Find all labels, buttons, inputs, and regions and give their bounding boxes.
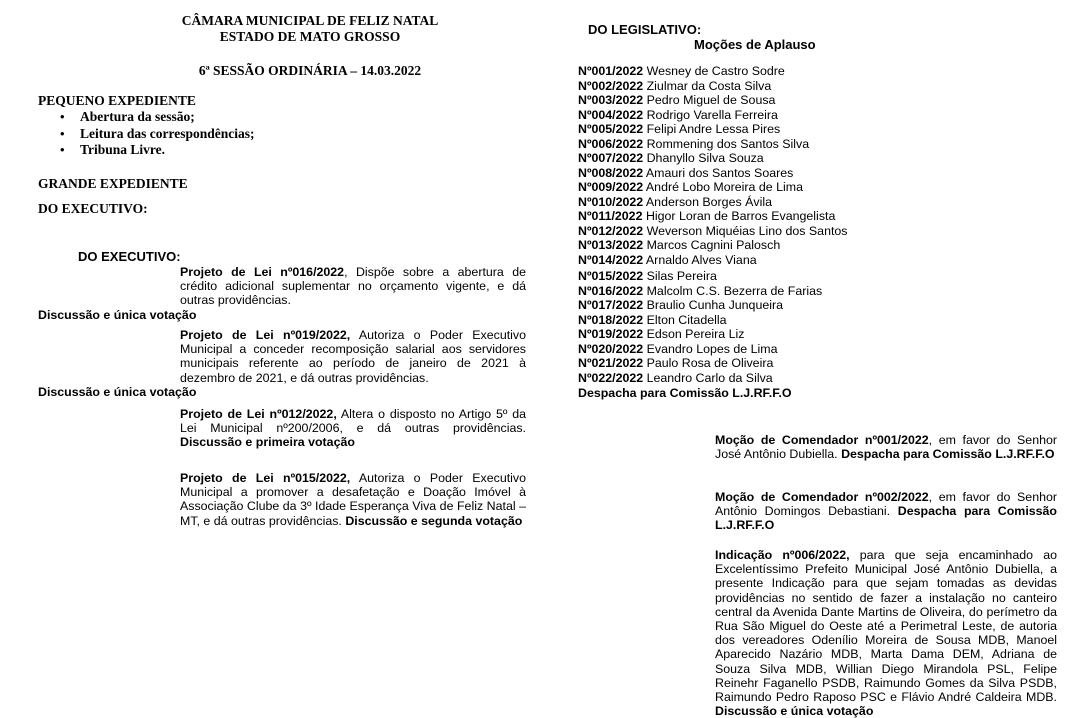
mocao-name: Wesney de Castro Sodre [646, 64, 785, 78]
mocao-item [578, 224, 848, 239]
mocao-item [578, 284, 848, 299]
grande-expediente-title: GRANDE EXPEDIENTE [38, 176, 188, 191]
mocao-number: Nº001/2022 [578, 64, 644, 78]
mocao-name: Evandro Lopes de Lima [646, 341, 778, 356]
mocao-item [578, 79, 848, 94]
mocao-number: Nº012/2022 [578, 223, 644, 238]
do-executivo-heading: DO EXECUTIVO: [38, 201, 148, 216]
projeto-voting: Discussão e segunda votação [345, 513, 523, 528]
mocao-number: Nº002/2022 [578, 78, 644, 93]
mocao-name: Ziulmar da Costa Silva [646, 78, 772, 93]
mocao-text: , em favor do Senhor Antônio Domingos Debastiani. [715, 490, 1057, 519]
projeto-lei-019 [38, 328, 526, 399]
mocao-text: , em favor do Senhor José Antônio Dubiella. [715, 433, 1057, 462]
list-item: • Abertura da sessão; [80, 109, 255, 126]
projeto-number: Projeto de Lei nº015/2022, [180, 471, 351, 485]
mocao-title: Moção de Comendador nº002/2022 [715, 490, 929, 504]
mocao-item [578, 166, 848, 181]
mocao-name: Paulo Rosa de Oliveira [646, 356, 774, 370]
mocao-number: Nº017/2022 [578, 298, 644, 312]
mocao-item [578, 371, 848, 386]
mocao-number: Nº010/2022 [578, 194, 644, 209]
mocao-name: Dhanyllo Silva Souza [646, 151, 764, 165]
header-chamber: CÂMARA MUNICIPAL DE FELIZ NATAL [181, 13, 439, 28]
projeto-number: Projeto de Lei nº012/2022, [180, 407, 337, 421]
mocao-item [578, 253, 848, 268]
mocao-item [578, 209, 848, 224]
despacha-comissao: Despacha para Comissão L.J.RF.F.O [578, 386, 792, 400]
mocao-number: Nº005/2022 [578, 122, 644, 136]
projeto-text: Altera o disposto no Artigo 5º da Lei Municipal nº200/2006, e dá outras providências. [180, 407, 526, 436]
mocao-comendador-002 [570, 490, 1057, 533]
mocao-name: Marcos Cagnini Palosch [646, 238, 781, 252]
mocoes-aplauso-title: Moções de Aplauso [694, 37, 816, 52]
projeto-text: Autoriza o Poder Executivo Municipal a promover a desafetação e Doação Imóvel à Associação Clube da 3º Idade Esperança Viva de Feliz Natal – MT, e dá outras providências. [180, 471, 527, 528]
mocao-name: Felipi Andre Lessa Pires [646, 122, 781, 136]
mocao-item [578, 327, 848, 342]
mocao-number: Nº013/2022 [578, 238, 644, 252]
mocao-name: Pedro Miguel de Sousa [646, 93, 776, 107]
document-header [100, 13, 520, 45]
mocao-name: Higor Loran de Barros Evangelista [645, 209, 836, 223]
mocao-number: Nº021/2022 [578, 356, 644, 370]
mocao-number: Nº007/2022 [578, 151, 644, 165]
projeto-lei-016 [38, 265, 526, 322]
mocao-number: Nº008/2022 [578, 165, 644, 180]
list-item: • Leitura das correspondências; [80, 126, 255, 143]
mocoes-list [578, 64, 848, 385]
projeto-lei-012 [38, 407, 526, 450]
mocao-number: Nº011/2022 [578, 209, 643, 223]
mocao-name: Malcolm C.S. Bezerra de Farias [646, 283, 823, 298]
projeto-number: Projeto de Lei nº019/2022, [180, 328, 351, 342]
mocao-number: Nº018/2022 [578, 312, 644, 327]
mocao-despacha: Despacha para Comissão L.J.RF.F.O [715, 504, 1058, 533]
projeto-text: Autoriza o Poder Executivo Municipal a conceder recomposição salarial aos servidores municipais referente ao período de janeiro de 2021 à dezembro de 2021, e dá outras providências. [180, 328, 527, 385]
mocao-item [578, 195, 848, 210]
indicacao-006 [570, 548, 1057, 718]
projeto-number: Projeto de Lei nº016/2022 [180, 265, 345, 279]
mocao-item [578, 342, 848, 357]
pequeno-expediente-title: PEQUENO EXPEDIENTE [38, 93, 196, 108]
mocao-name: Elton Citadella [646, 312, 727, 327]
projeto-lei-015 [38, 471, 526, 528]
mocao-name: Rodrigo Varella Ferreira [646, 107, 778, 122]
mocao-item [578, 137, 848, 152]
legislativo-title: DO LEGISLATIVO: [588, 22, 702, 37]
executivo-title: DO EXECUTIVO: [78, 249, 181, 264]
mocao-number: Nº006/2022 [578, 136, 644, 151]
projeto-text: , Dispõe sobre a abertura de crédito adicional suplementar no orçamento vigente, e dá outras providências. [180, 265, 526, 308]
mocao-item [578, 108, 848, 123]
mocao-name: Rommening dos Santos Silva [646, 136, 810, 151]
mocao-name: Weverson Miquéias Lino dos Santos [646, 223, 848, 238]
mocao-number: Nº003/2022 [578, 93, 644, 107]
mocao-comendador-001 [570, 433, 1057, 461]
indicacao-text: para que seja encaminhado ao Excelentíssimo Prefeito Municipal José Antônio Dubiella, a presente Indicação para que sejam tomadas as devidas providências no sentido de fazer a instalação no canteiro central da Avenida Dante Martins de Oliveira, do perímetro da Rua São Miguel do Oeste até a Perimetral Leste, de autoria dos vereadores Odenílio Moreira de Sousa MDB, Manoel Aparecido Nazário MDB, Marta Dama DEM, Adriana de Souza Silva MDB, Willian Diego Mirandola PSL, Felipe Reinehr Faganello PSDB, Raimundo Gomes da Silva PSDB, Raimundo Pedro Raposo PSC e Flávio André Caldeira MDB. [715, 548, 1057, 705]
mocao-item [578, 269, 848, 284]
mocao-name: Silas Pereira [646, 269, 717, 283]
mocao-despacha: Despacha para Comissão L.J.RF.F.O [841, 447, 1055, 462]
mocao-number: Nº020/2022 [578, 341, 644, 356]
pequeno-expediente-list [38, 109, 255, 159]
mocao-item [578, 64, 848, 79]
mocao-name: Arnaldo Alves Viana [645, 252, 757, 267]
mocao-number: Nº015/2022 [578, 269, 644, 283]
mocao-item [578, 298, 848, 313]
mocao-item [578, 238, 848, 253]
session-title: 6ª SESSÃO ORDINÁRIA – 14.03.2022 [198, 63, 422, 78]
list-item: • Tribuna Livre. [80, 142, 255, 159]
mocao-number: Nº004/2022 [578, 107, 644, 122]
mocao-item [578, 151, 848, 166]
mocao-item [578, 356, 848, 371]
mocao-number: Nº016/2022 [578, 283, 644, 298]
mocao-name: Anderson Borges Ávila [645, 194, 772, 209]
mocao-name: André Lobo Moreira de Lima [645, 180, 803, 194]
projeto-voting: Discussão e primeira votação [180, 435, 355, 450]
indicacao-voting: Discussão e única votação [715, 704, 874, 718]
mocao-name: Leandro Carlo da Silva [646, 370, 773, 385]
mocao-item [578, 122, 848, 137]
header-state: ESTADO DE MATO GROSSO [219, 29, 401, 44]
mocao-name: Edson Pereira Liz [646, 327, 745, 341]
mocao-number: Nº009/2022 [578, 180, 644, 194]
indicacao-title: Indicação nº006/2022, [715, 548, 850, 562]
mocao-number: Nº014/2022 [578, 252, 644, 267]
projeto-voting: Discussão e única votação [38, 307, 197, 322]
mocao-item [578, 180, 848, 195]
mocao-title: Moção de Comendador nº001/2022 [715, 433, 929, 447]
mocao-name: Braulio Cunha Junqueira [646, 298, 783, 312]
mocao-number: Nº022/2022 [578, 370, 644, 385]
mocao-name: Amauri dos Santos Soares [645, 165, 794, 180]
pequeno-expediente-section [38, 93, 255, 159]
mocao-number: Nº019/2022 [578, 327, 644, 341]
mocao-item [578, 93, 848, 108]
projeto-voting: Discussão e única votação [38, 384, 197, 399]
mocao-item [578, 313, 848, 328]
